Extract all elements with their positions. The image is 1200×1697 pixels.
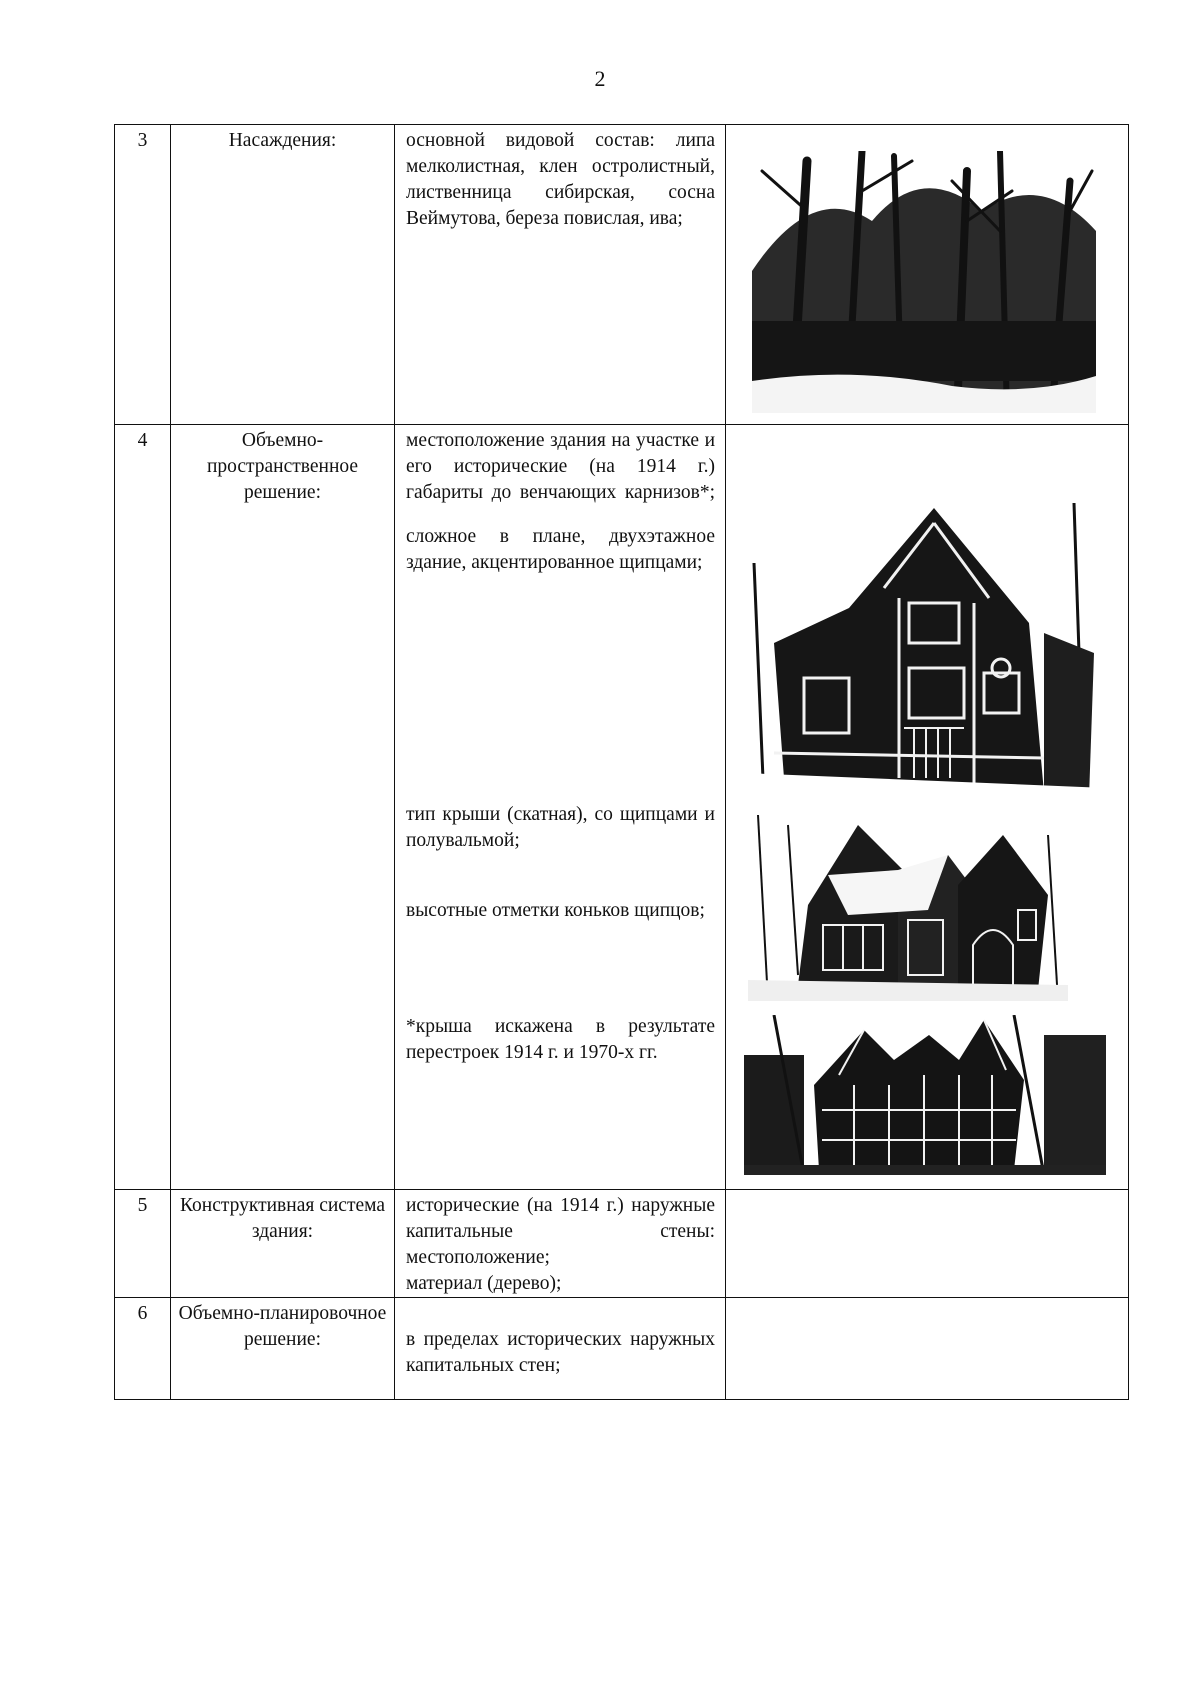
description-paragraph: исторические (на 1914 г.) наружные капитальные стены: местоположение; (406, 1195, 715, 1268)
building-roofs-photo (748, 815, 1068, 1001)
description-paragraph: тип крыши (скатная), со щипцами и полувальмой; (406, 804, 715, 851)
element-description (395, 1190, 725, 1297)
row-number: 5 (137, 1195, 148, 1216)
element-name: Конструктивная система здания: (180, 1195, 385, 1242)
description-paragraph: высотные отметки коньков щипцов; (406, 900, 705, 921)
row-number: 6 (137, 1303, 148, 1324)
building-gable-photo (744, 503, 1106, 803)
description-paragraph: в пределах исторических наружных капитальных стен; (406, 1329, 715, 1376)
element-description (395, 425, 725, 1066)
table-row (115, 425, 1129, 1190)
description-paragraph: основной видовой состав: липа мелколистная, клен остролистный, лиственница сибирская, сосна Веймутова, береза повислая, ива; (406, 130, 715, 229)
element-description (395, 125, 725, 232)
protected-elements-table (114, 124, 1129, 1400)
trees-winter-photo (752, 151, 1096, 413)
description-paragraph: сложное в плане, двухэтажное здание, акцентированное щипцами; (406, 526, 715, 573)
table-row (115, 1190, 1129, 1298)
page-number: 2 (594, 66, 606, 91)
element-name: Объемно-планировочное решение: (178, 1303, 387, 1350)
element-description (395, 1298, 725, 1379)
description-paragraph: *крыша искажена в результате перестроек 1914 г. и 1970-х гг. (406, 1016, 715, 1063)
description-paragraph: материал (дерево); (406, 1273, 562, 1294)
table-row (115, 125, 1129, 425)
description-paragraph: местоположение здания на участке и его исторические (на 1914 г.) габариты до венчающих карнизов*; (406, 430, 715, 503)
row-number: 4 (137, 430, 148, 451)
element-name: Объемно-пространственное решение: (206, 430, 359, 503)
building-facade-photo (744, 1015, 1106, 1175)
element-name: Насаждения: (228, 130, 337, 151)
row-number: 3 (137, 130, 148, 151)
table-row (115, 1298, 1129, 1400)
